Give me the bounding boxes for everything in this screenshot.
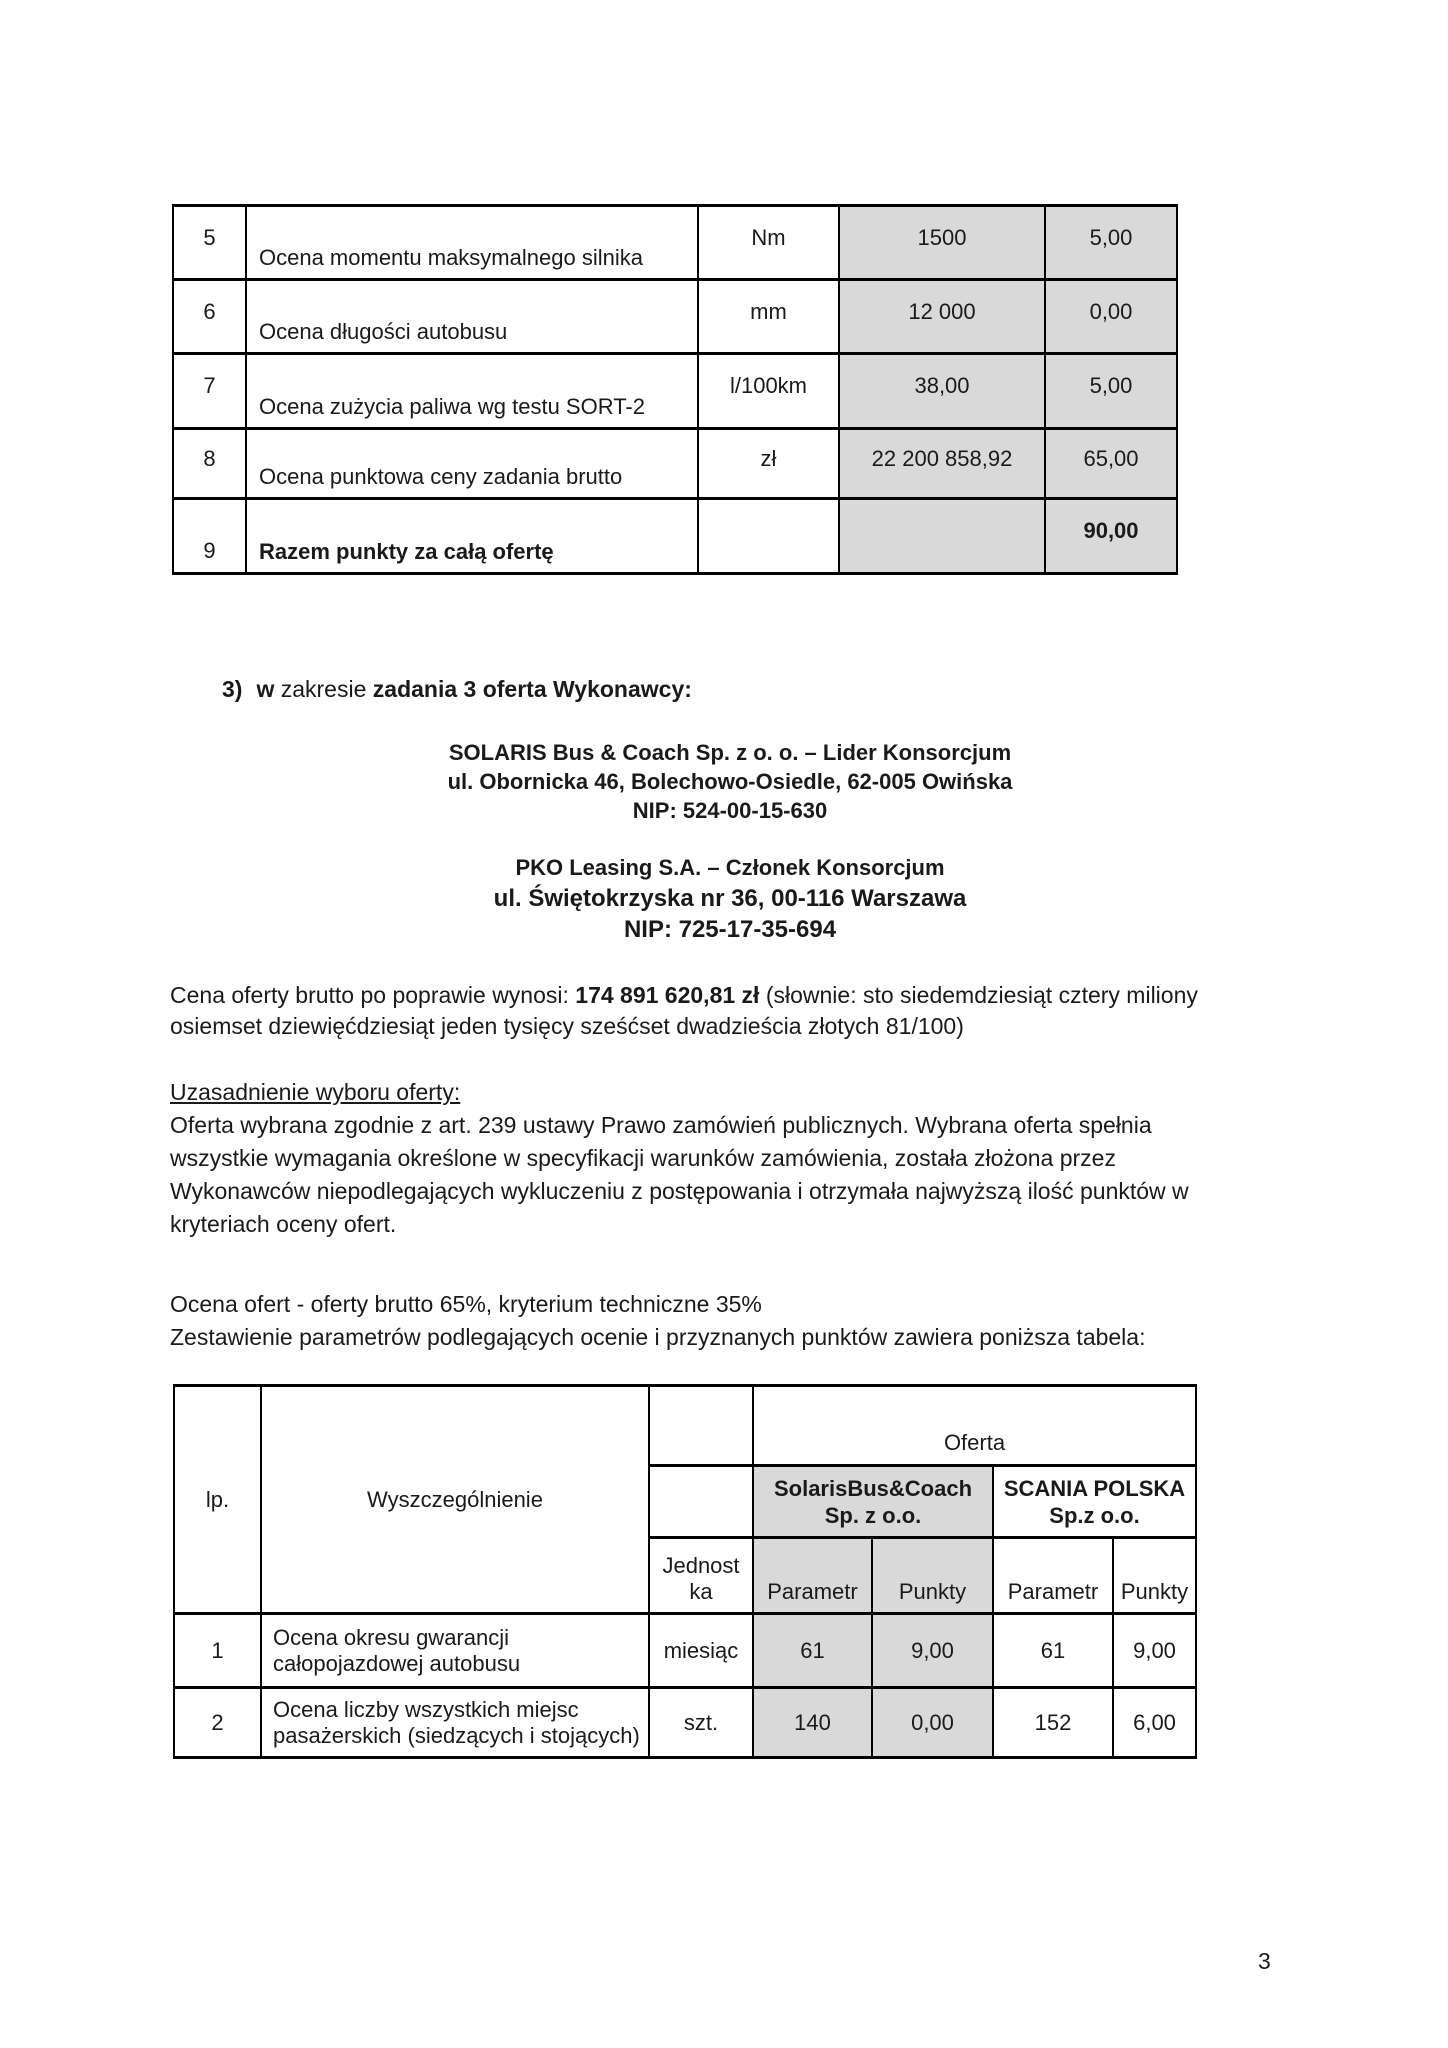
parameter-cell: 61 [753, 1614, 872, 1688]
table-header-row [174, 1386, 1196, 1466]
table-row [173, 429, 1177, 499]
section-heading [222, 676, 692, 703]
unit-cell: miesiąc [649, 1614, 753, 1688]
parameter-cell: 61 [993, 1614, 1113, 1688]
price-paragraph [170, 980, 1330, 1042]
row-number-cell: 9 [173, 499, 246, 574]
company-name: SOLARIS Bus & Coach Sp. z o. o. – Lider Konsorcjum [448, 740, 1012, 765]
table-row [174, 1614, 1196, 1688]
company-name: PKO Leasing S.A. – Członek Konsorcjum [515, 855, 945, 880]
row-number-cell: 7 [173, 354, 246, 429]
parameter-cell: 1500 [839, 206, 1045, 280]
row-number-cell: 1 [174, 1614, 261, 1688]
points-cell: 6,00 [1113, 1688, 1196, 1758]
points-cell: 9,00 [1113, 1614, 1196, 1688]
unit-cell: szt. [649, 1688, 753, 1758]
row-number-cell: 8 [173, 429, 246, 499]
company-name-line: Sp. z o.o. [824, 1502, 922, 1528]
param-header-cell: Parametr [993, 1538, 1113, 1614]
price-amount: 174 891 620,81 zł [575, 982, 760, 1008]
section-heading-regular: zakresie [274, 676, 373, 702]
section-heading-bold: zadania 3 oferta Wykonawcy: [372, 676, 692, 702]
empty-cell [649, 1466, 753, 1538]
justification-paragraph [170, 1076, 1330, 1241]
consortium-leader-block [170, 738, 1290, 825]
points-cell: 5,00 [1045, 206, 1177, 280]
unit-header-cell [649, 1538, 753, 1614]
parameter-cell: 152 [993, 1688, 1113, 1758]
parameter-cell [839, 499, 1045, 574]
comparison-table [173, 1384, 1197, 1759]
empty-cell [649, 1386, 753, 1466]
unit-cell: l/100km [698, 354, 839, 429]
lp-header-cell: lp. [174, 1386, 261, 1614]
justification-line: Wykonawców niepodlegających wykluczeniu z postępowania i otrzymała najwyższą ilość punktów w [170, 1178, 1189, 1204]
description-cell: Razem punkty za całą ofertę [246, 499, 698, 574]
description-line: pasażerskich (siedzących i stojących) [273, 1722, 640, 1748]
company-address: ul. Świętokrzyska nr 36, 00-116 Warszawa [493, 885, 967, 912]
parameter-cell: 38,00 [839, 354, 1045, 429]
justification-line: kryteriach oceny ofert. [170, 1211, 397, 1237]
points-cell: 9,00 [872, 1614, 993, 1688]
parameter-cell: 22 200 858,92 [839, 429, 1045, 499]
unit-header-line: ka [689, 1579, 713, 1604]
evaluation-intro [170, 1288, 1330, 1354]
company1-header-cell [753, 1466, 993, 1538]
row-number-cell: 2 [174, 1688, 261, 1758]
table-row [174, 1688, 1196, 1758]
unit-cell: Nm [698, 206, 839, 280]
points-cell: 0,00 [1045, 280, 1177, 354]
points-cell: 5,00 [1045, 354, 1177, 429]
table-row [173, 206, 1177, 280]
company-name-line: SolarisBus&Coach [773, 1475, 973, 1501]
points-header-cell: Punkty [872, 1538, 993, 1614]
price-prefix: Cena oferty brutto po poprawie wynosi: [170, 982, 576, 1008]
unit-cell: mm [698, 280, 839, 354]
section-marker: 3) [222, 676, 243, 702]
justification-line: wszystkie wymagania określone w specyfikacji warunków zamówienia, została złożona przez [170, 1145, 1116, 1171]
points-header-cell: Punkty [1113, 1538, 1196, 1614]
description-cell: Ocena zużycia paliwa wg testu SORT-2 [246, 354, 698, 429]
description-cell [261, 1614, 649, 1688]
section-heading-bold: w [256, 676, 275, 702]
points-cell: 90,00 [1045, 499, 1177, 574]
table-row [173, 354, 1177, 429]
table-row [173, 280, 1177, 354]
description-line: Ocena liczby wszystkich miejsc [273, 1696, 579, 1722]
criteria-table [172, 204, 1178, 575]
table-row [173, 499, 1177, 574]
price-in-words-start: (słownie: sto siedemdziesiąt cztery miliony [759, 982, 1198, 1008]
company-name-line: Sp.z o.o. [1049, 1502, 1140, 1528]
parameter-cell: 12 000 [839, 280, 1045, 354]
consortium-member-block [170, 852, 1290, 945]
evaluation-table-intro-line: Zestawienie parametrów podlegających ocenie i przyznanych punktów zawiera poniższa tabela: [170, 1324, 1146, 1350]
justification-heading: Uzasadnienie wyboru oferty: [170, 1079, 461, 1105]
description-cell: Ocena momentu maksymalnego silnika [246, 206, 698, 280]
price-line-2: osiemset dziewięćdziesiąt jeden tysięcy sześćset dwadzieścia złotych 81/100) [170, 1013, 964, 1039]
points-cell: 65,00 [1045, 429, 1177, 499]
points-cell: 0,00 [872, 1688, 993, 1758]
page-number: 3 [1258, 1948, 1271, 1974]
row-number-cell: 5 [173, 206, 246, 280]
company2-header-cell [993, 1466, 1196, 1538]
description-cell: Ocena punktowa ceny zadania brutto [246, 429, 698, 499]
unit-cell [698, 499, 839, 574]
price-line-1 [170, 980, 1330, 1011]
evaluation-criteria-line: Ocena ofert - oferty brutto 65%, kryterium techniczne 35% [170, 1291, 762, 1317]
description-line: całopojazdowej autobusu [273, 1650, 521, 1676]
unit-cell: zł [698, 429, 839, 499]
company-address: ul. Obornicka 46, Bolechowo-Osiedle, 62-005 Owińska [447, 769, 1013, 794]
company-name-line: SCANIA POLSKA [1003, 1475, 1186, 1501]
row-number-cell: 6 [173, 280, 246, 354]
unit-header-line: Jednost [662, 1553, 740, 1578]
description-cell [261, 1688, 649, 1758]
company-nip: NIP: 524-00-15-630 [632, 798, 828, 823]
description-line: Ocena okresu gwarancji [273, 1624, 510, 1650]
offer-header-cell: Oferta [753, 1386, 1196, 1466]
spec-header-cell: Wyszczególnienie [261, 1386, 649, 1614]
description-cell: Ocena długości autobusu [246, 280, 698, 354]
company-nip: NIP: 725-17-35-694 [623, 916, 837, 943]
justification-line: Oferta wybrana zgodnie z art. 239 ustawy Prawo zamówień publicznych. Wybrana oferta spełnia [170, 1112, 1152, 1138]
param-header-cell: Parametr [753, 1538, 872, 1614]
parameter-cell: 140 [753, 1688, 872, 1758]
